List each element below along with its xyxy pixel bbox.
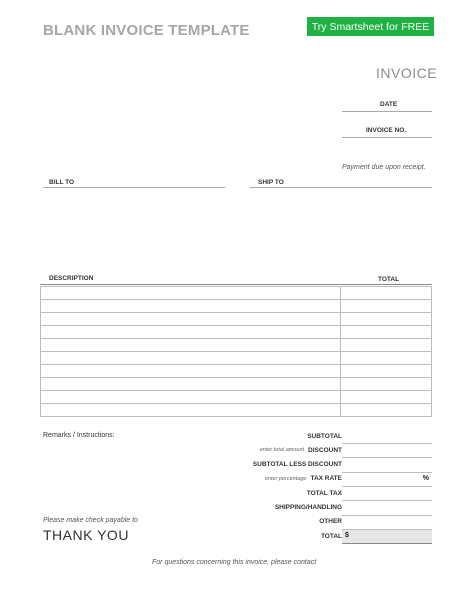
totals-value-field[interactable] [342,444,432,458]
totals-hint: enter percentage [264,475,307,482]
totals-value-field[interactable] [342,502,432,516]
total-cell[interactable] [341,339,432,352]
table-row [41,287,432,300]
description-cell[interactable] [41,352,341,365]
totals-value-field[interactable] [342,516,432,530]
totals-value-field[interactable] [342,473,432,487]
description-cell[interactable] [41,300,341,313]
table-row [41,378,432,391]
table-row [41,365,432,378]
total-cell[interactable] [341,287,432,300]
invoice-no-field[interactable] [342,137,432,138]
totals-label: OTHER [319,518,342,526]
percent-symbol: % [422,474,429,482]
questions-note: For questions concerning this invoice, please contact [152,559,317,566]
total-cell[interactable] [341,326,432,339]
total-cell[interactable] [341,378,432,391]
ship-to-label: SHIP TO [258,179,284,186]
try-smartsheet-button[interactable]: Try Smartsheet for FREE [307,17,434,36]
description-cell[interactable] [41,365,341,378]
date-field[interactable] [342,111,432,112]
totals-row [190,443,342,457]
totals-row [190,515,342,529]
totals-label: SUBTOTAL [307,432,342,440]
check-payable-note: Please make check payable to [43,517,138,524]
totals-value-field[interactable] [342,459,432,473]
table-header-rule [40,284,432,285]
remarks-label: Remarks / Instructions: [43,432,115,439]
items-table [40,286,432,417]
description-cell[interactable] [41,391,341,404]
totals-row [190,429,342,443]
bill-to-label: BILL TO [49,179,75,186]
total-cell[interactable] [341,404,432,417]
totals-label: TAX RATE [310,475,342,483]
total-cell[interactable] [341,391,432,404]
description-cell[interactable] [41,378,341,391]
totals-row [190,529,342,543]
table-row [41,300,432,313]
currency-symbol: $ [345,532,349,540]
date-label: DATE [380,101,398,108]
thank-you-text: THANK YOU [43,527,129,543]
totals-value-field[interactable] [342,530,432,544]
totals-label: SUBTOTAL LESS DISCOUNT [252,461,342,469]
totals-row [190,486,342,500]
total-cell[interactable] [341,300,432,313]
description-header: DESCRIPTION [49,275,94,282]
total-cell[interactable] [341,352,432,365]
description-cell[interactable] [41,339,341,352]
page-title: BLANK INVOICE TEMPLATE [43,22,250,39]
table-row [41,339,432,352]
description-cell[interactable] [41,404,341,417]
invoice-no-label: INVOICE NO. [366,127,407,134]
payment-note: Payment due upon receipt. [342,164,426,171]
description-cell[interactable] [41,326,341,339]
totals-value-field[interactable] [342,487,432,501]
table-row [41,391,432,404]
totals-row [190,501,342,515]
table-row [41,352,432,365]
totals-row [190,472,342,486]
totals-label: DISCOUNT [308,446,342,454]
table-row [41,404,432,417]
totals-label: TOTAL [320,532,342,540]
ship-to-field[interactable] [250,187,432,188]
totals-row [190,458,342,472]
totals-label: SHIPPING/HANDLING [274,504,342,511]
total-cell[interactable] [341,313,432,326]
table-row [41,313,432,326]
description-cell[interactable] [41,287,341,300]
total-cell[interactable] [341,365,432,378]
totals-label: TOTAL TAX [306,489,342,497]
table-row [41,326,432,339]
total-header: TOTAL [378,276,400,283]
invoice-heading: INVOICE [376,65,438,81]
totals-hint: enter total amount [259,447,305,454]
description-cell[interactable] [41,313,341,326]
totals-value-field[interactable] [342,430,432,444]
bill-to-field[interactable] [43,187,225,188]
